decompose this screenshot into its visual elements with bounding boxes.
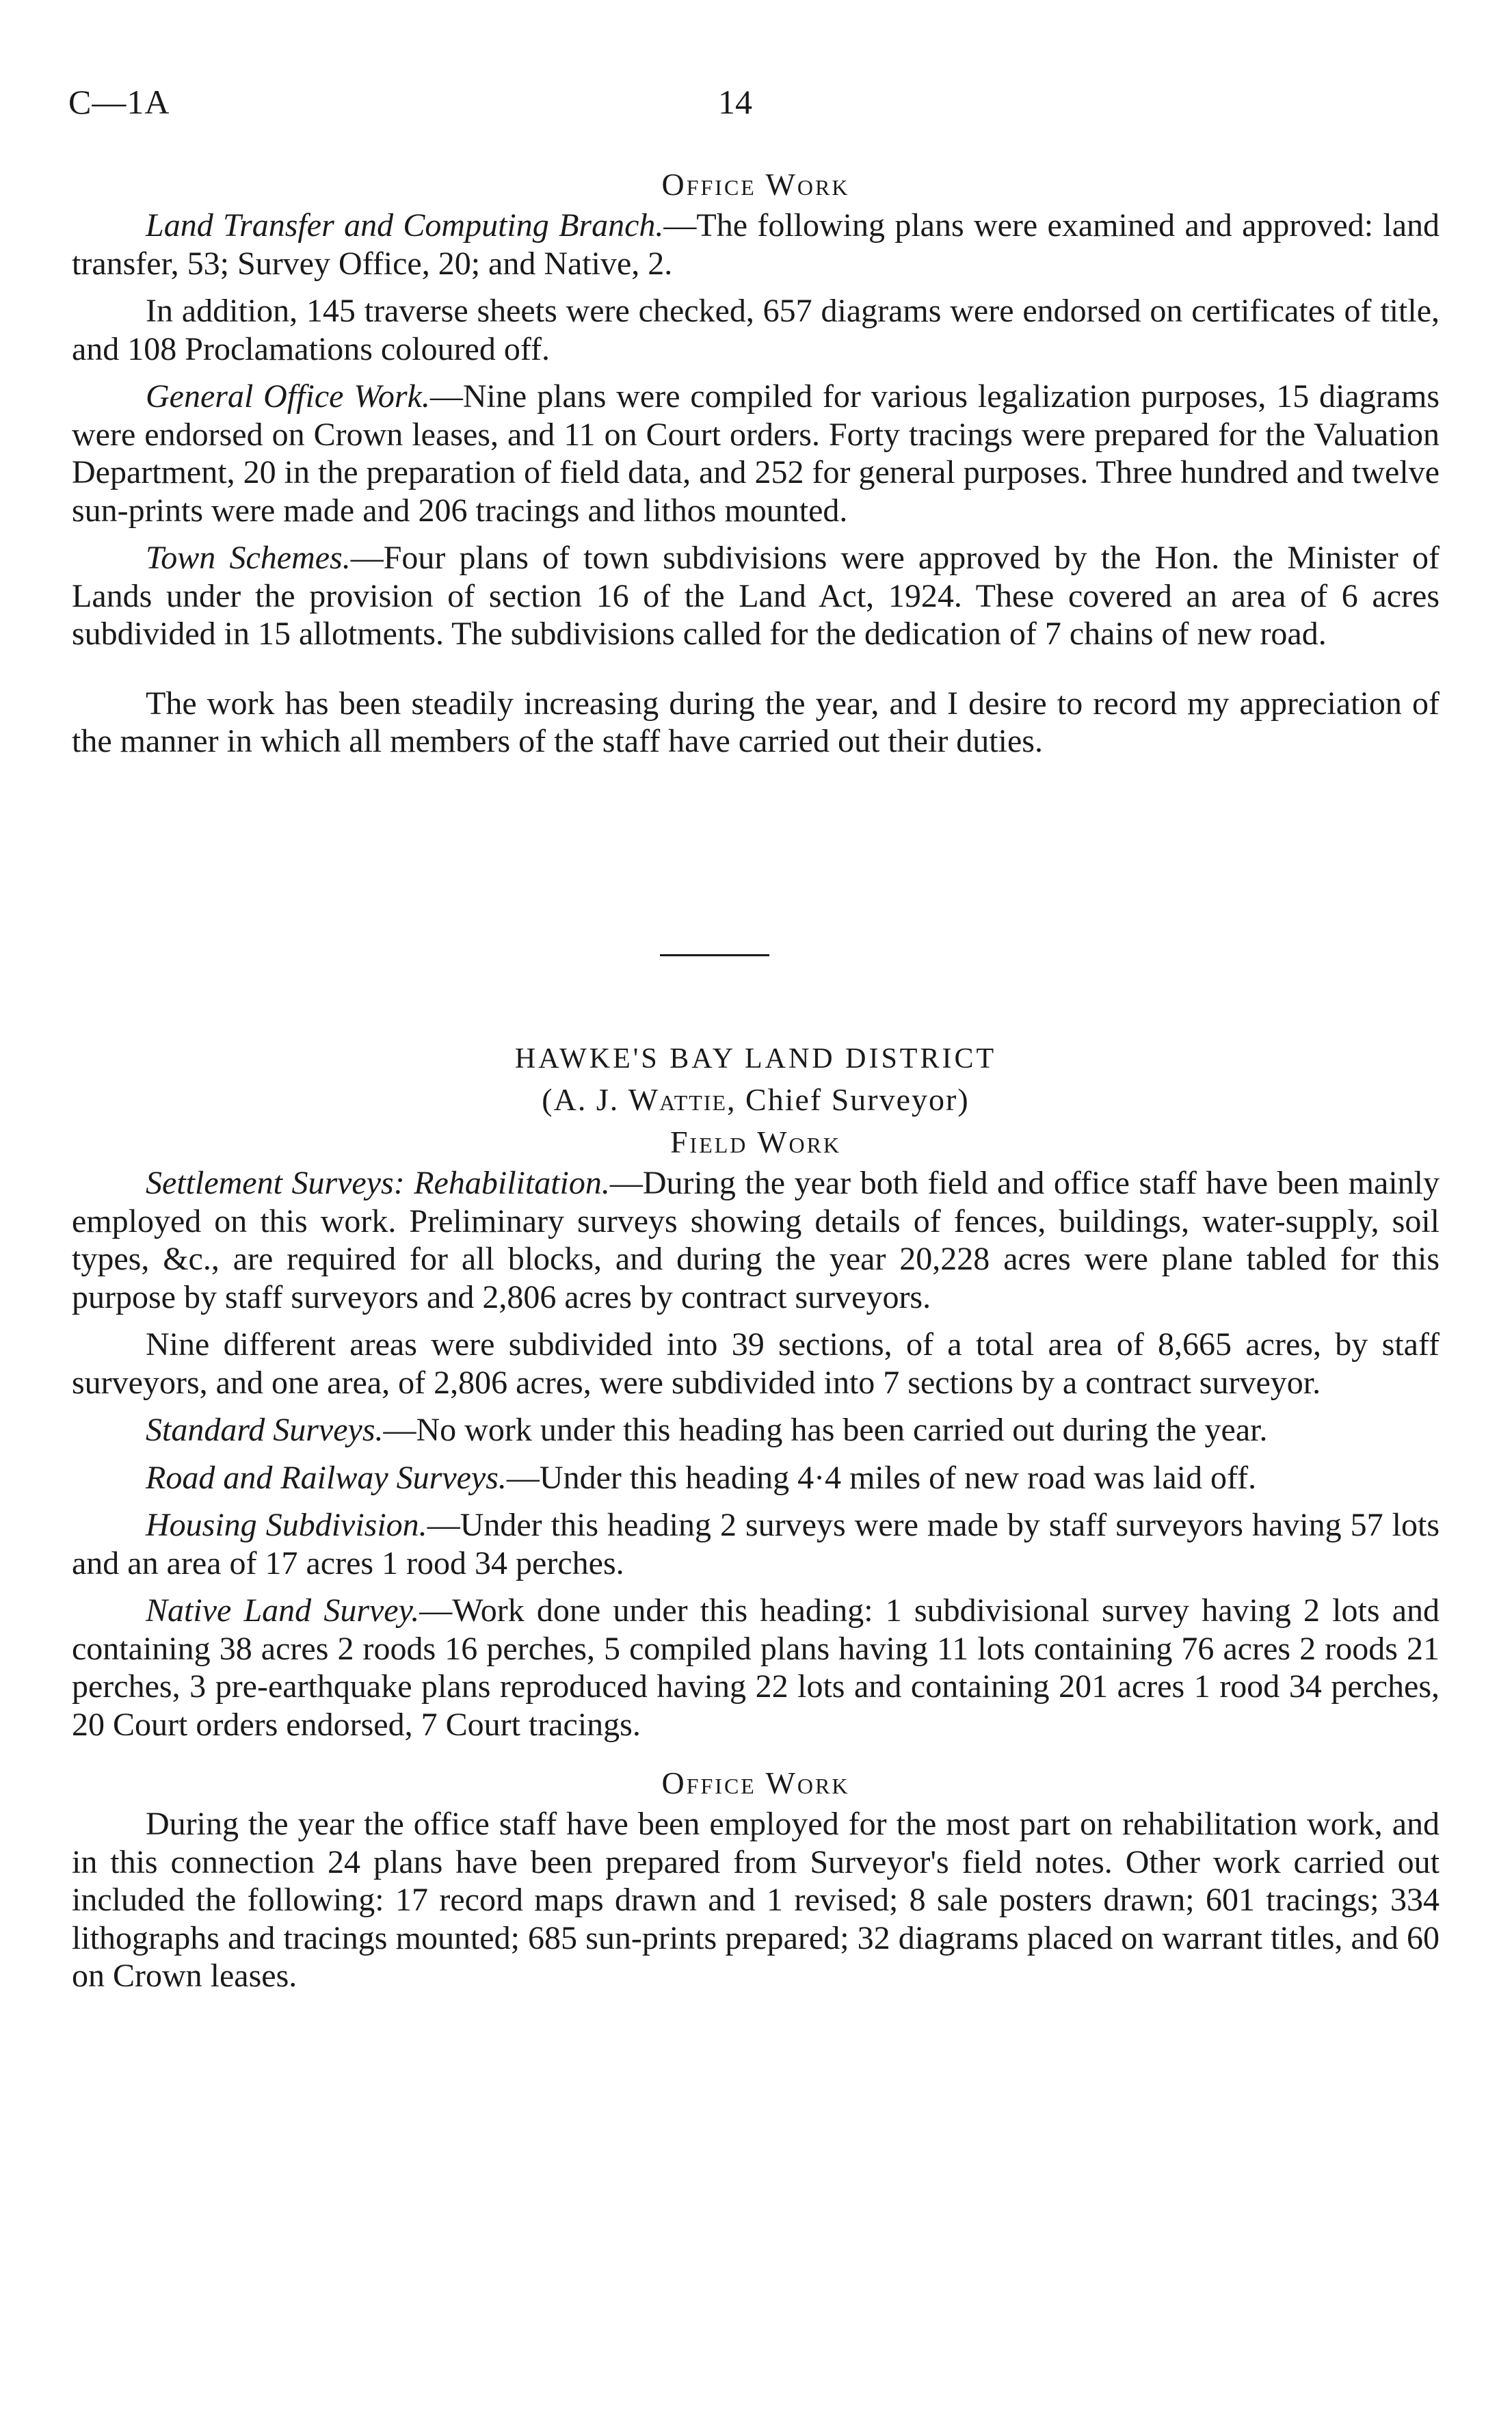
section-office-work: [72, 163, 1440, 770]
paragraph-lead: Settlement Surveys: Rehabilitation.: [146, 1165, 610, 1201]
paragraph-lead: Housing Subdivision.: [146, 1507, 427, 1543]
paragraph-closing: The work has been steadily increasing during the year, and I desire to record my appreciation of the manner in which all members of the staff have carried out their duties.: [72, 685, 1440, 759]
chief-name: Wattie: [628, 1082, 728, 1117]
paragraph-lead: General Office Work.: [146, 378, 430, 415]
paragraph-lead: Native Land Survey.: [146, 1592, 420, 1629]
paragraph-road-railway: [72, 1459, 1440, 1497]
paragraph-text: —During the year both field and office staff have been mainly employed on this work. Preliminary surveys showing details of fences, buildings, water-supply, soil types, &c., are required for all blocks, and during the year 20,228 acres were plane tabled for this purpose by staff surveyors and 2,806 acres by contract surveyors.: [72, 1165, 1440, 1315]
paragraph-additions: [72, 292, 1440, 368]
paragraph-office-work: During the year the office staff have been employed for the most part on rehabilitation work, and in this connection 24 plans have been prepared from Surveyor's field notes. Other work carried out included the following: 17 record maps drawn and 1 revised; 8 sale posters drawn; 601 tracings; 334 lithographs and tracings mounted; 685 sun-prints prepared; 32 diagrams placed on warrant titles, and 60 on Crown leases.: [72, 1806, 1440, 1994]
section-hawkes-bay: [72, 1038, 1440, 2005]
paragraph-housing: [72, 1506, 1440, 1582]
paragraph-standard-surveys: [72, 1411, 1440, 1449]
paragraph-text: —Work done under this heading: 1 subdivisional survey having 2 lots and containing 38 acres 2 roods 16 perches, 5 compiled plans having 11 lots containing 76 acres 2 roods 21 perches, 3 pre-earthquake plans reproduced having 22 lots and containing 201 acres 1 rood 34 perches, 20 Court orders endorsed, 7 Court tracings.: [72, 1592, 1440, 1743]
paragraph-lead: Land Transfer and Computing Branch.: [146, 207, 664, 244]
field-work-heading: Field Work: [669, 1125, 842, 1159]
page-header: [0, 82, 1512, 137]
paragraph-text: —Nine plans were compiled for various legalization purposes, 15 diagrams were endorsed on Crown leases, and 11 on Court orders. Forty tracings were prepared for the Valuation Department, 20 in the preparation of field data, and 252 for general purposes. Three hundred and twelve sun-prints were made and 206 tracings and lithos mounted.: [72, 378, 1440, 529]
paragraph-text: In addition, 145 traverse sheets were checked, 657 diagrams were endorsed on certificates of title, and 108 Proclamations coloured off.: [72, 293, 1440, 367]
paragraph-text: —No work under this heading has been carried out during the year.: [383, 1412, 1268, 1448]
paragraph-text: —Four plans of town subdivisions were approved by the Hon. the Minister of Lands under the provision of section 16 of the Land Act, 1924. These covered an area of 6 acres subdivided in 15 allotments. The subdivisions called for the dedication of 7 chains of new road.: [72, 540, 1440, 652]
section-divider: [660, 954, 769, 956]
paragraph-text: Nine different areas were subdivided into 39 sections, of a total area of 8,665 acres, by staff surveyors, and one area, of 2,806 acres, were subdivided into 7 sections by a contract surveyor.: [72, 1326, 1440, 1401]
paragraph-subdivided-areas: [72, 1326, 1440, 1402]
paragraph-town-schemes: [72, 539, 1440, 653]
chief-suffix: , Chief Surveyor): [727, 1082, 970, 1117]
paragraph-text: —Under this heading 2 surveys were made by staff surveyors having 57 lots and an area of 17 acres 1 rood 34 perches.: [72, 1507, 1440, 1581]
paragraph-land-transfer: [72, 207, 1440, 282]
paragraph-native-land: [72, 1592, 1440, 1744]
paragraph-lead: Town Schemes.: [146, 540, 351, 576]
page-number: 14: [718, 83, 752, 121]
section-heading: Office Work: [661, 167, 850, 202]
paragraph-text: —Under this heading 4·4 miles of new road was laid off.: [506, 1459, 1257, 1496]
document-reference: C—1A: [68, 83, 170, 121]
paragraph-settlement-surveys: [72, 1164, 1440, 1316]
paragraph-lead: Road and Railway Surveys.: [146, 1459, 507, 1496]
paragraph-lead: Standard Surveys.: [146, 1412, 384, 1448]
office-work-heading: Office Work: [661, 1765, 850, 1800]
paragraph-text: —The following plans were examined and approved: land transfer, 53; Survey Office, 20; and Native, 2.: [72, 207, 1440, 282]
paragraph-general-office: [72, 378, 1440, 529]
chief-prefix: (A. J.: [542, 1082, 628, 1117]
chief-surveyor-line: [72, 1079, 1440, 1120]
district-title: HAWKE'S BAY LAND DISTRICT: [514, 1043, 997, 1075]
